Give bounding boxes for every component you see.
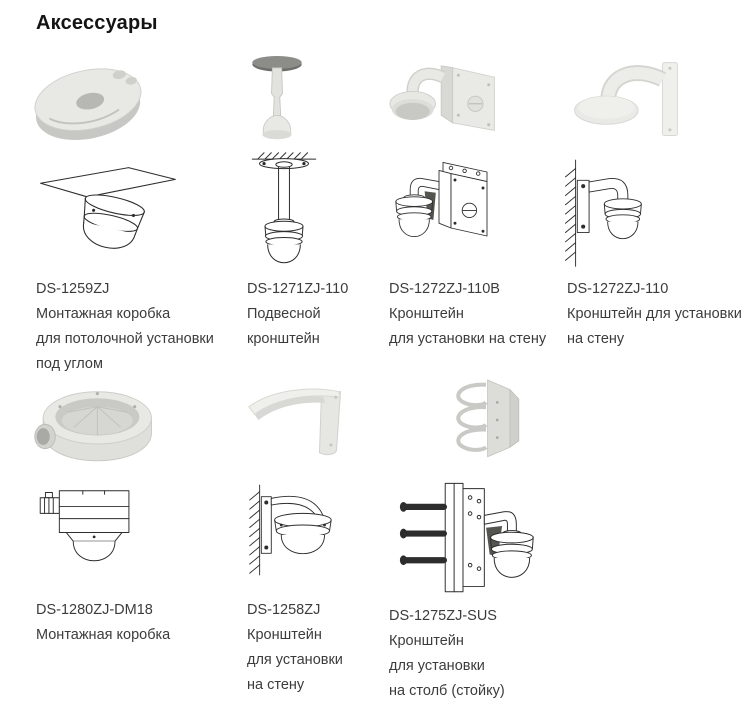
product-text — [389, 277, 564, 352]
installation-drawing — [389, 476, 569, 598]
installation-drawing — [567, 150, 745, 277]
description-line: на стену — [567, 331, 625, 347]
product-card-ds-1259zj — [36, 50, 236, 377]
product-text — [247, 277, 387, 352]
description-line: кронштейн — [247, 331, 320, 347]
pole-mount-dome-drawing — [390, 478, 544, 598]
description-line: на стену — [247, 677, 305, 693]
description-line: Монтажная коробка — [36, 627, 171, 643]
description-line: Кронштейн — [389, 306, 464, 322]
product-photo — [389, 50, 564, 150]
product-text — [36, 277, 236, 377]
product-photo — [389, 368, 569, 476]
model-number: DS-1272ZJ-110B — [389, 281, 500, 297]
product-photo — [567, 50, 745, 150]
description-line: для установки — [247, 652, 343, 668]
description-line: для потолочной установки — [36, 331, 214, 347]
product-photo — [36, 50, 236, 150]
inclined-ceiling-box-photo — [30, 54, 148, 150]
description-line: для установки — [389, 658, 485, 674]
wall-dome-drawing — [558, 155, 664, 273]
wall-box-bracket-photo — [388, 56, 502, 144]
model-number: DS-1271ZJ-110 — [247, 281, 349, 297]
pole-clamp-plate-photo — [438, 371, 530, 469]
description-line: Подвесной — [247, 306, 321, 322]
product-card-ds-1275zj-sus — [389, 368, 569, 704]
pendant-dome-drawing — [228, 150, 340, 277]
page-title: Аксессуары — [36, 12, 158, 34]
description-line: для установки на стену — [389, 331, 547, 347]
product-text — [247, 598, 387, 698]
description-line: Кронштейн — [247, 627, 322, 643]
round-junction-box-photo — [32, 378, 158, 468]
product-photo — [247, 372, 387, 476]
product-text — [389, 604, 569, 704]
wall-box-dome-drawing — [383, 156, 495, 260]
product-card-ds-1272zj-110 — [567, 50, 745, 352]
product-text — [567, 277, 745, 352]
l-bracket-dome-drawing — [243, 480, 347, 580]
description-line: Кронштейн для установки — [567, 306, 742, 322]
product-card-ds-1272zj-110b — [389, 50, 564, 352]
product-card-ds-1280zj-dm18 — [36, 372, 241, 648]
product-photo — [247, 50, 387, 150]
model-number: DS-1258ZJ — [247, 602, 321, 618]
model-number: DS-1275ZJ-SUS — [389, 608, 497, 624]
installation-drawing — [36, 150, 236, 277]
description-line: под углом — [36, 356, 103, 372]
product-text — [36, 598, 241, 648]
model-number: DS-1272ZJ-110 — [567, 281, 669, 297]
junction-box-dome-side-drawing — [35, 480, 135, 572]
gooseneck-bracket-photo — [565, 57, 687, 143]
angled-ceiling-dome-drawing — [30, 154, 182, 276]
model-number: DS-1280ZJ-DM18 — [36, 602, 153, 618]
product-card-ds-1271zj-110 — [247, 50, 387, 352]
description-line: Кронштейн — [389, 633, 464, 649]
installation-drawing — [36, 476, 241, 598]
description-line: на столб (стойку) — [389, 683, 505, 699]
l-wall-bracket-photo — [242, 382, 354, 466]
installation-drawing — [247, 476, 387, 598]
product-photo — [36, 372, 241, 476]
product-card-ds-1258zj — [247, 372, 387, 698]
description-line: Монтажная коробка — [36, 306, 171, 322]
installation-drawing — [247, 150, 387, 277]
installation-drawing — [389, 150, 564, 277]
pendant-bracket-photo — [245, 50, 309, 148]
model-number: DS-1259ZJ — [36, 281, 110, 297]
